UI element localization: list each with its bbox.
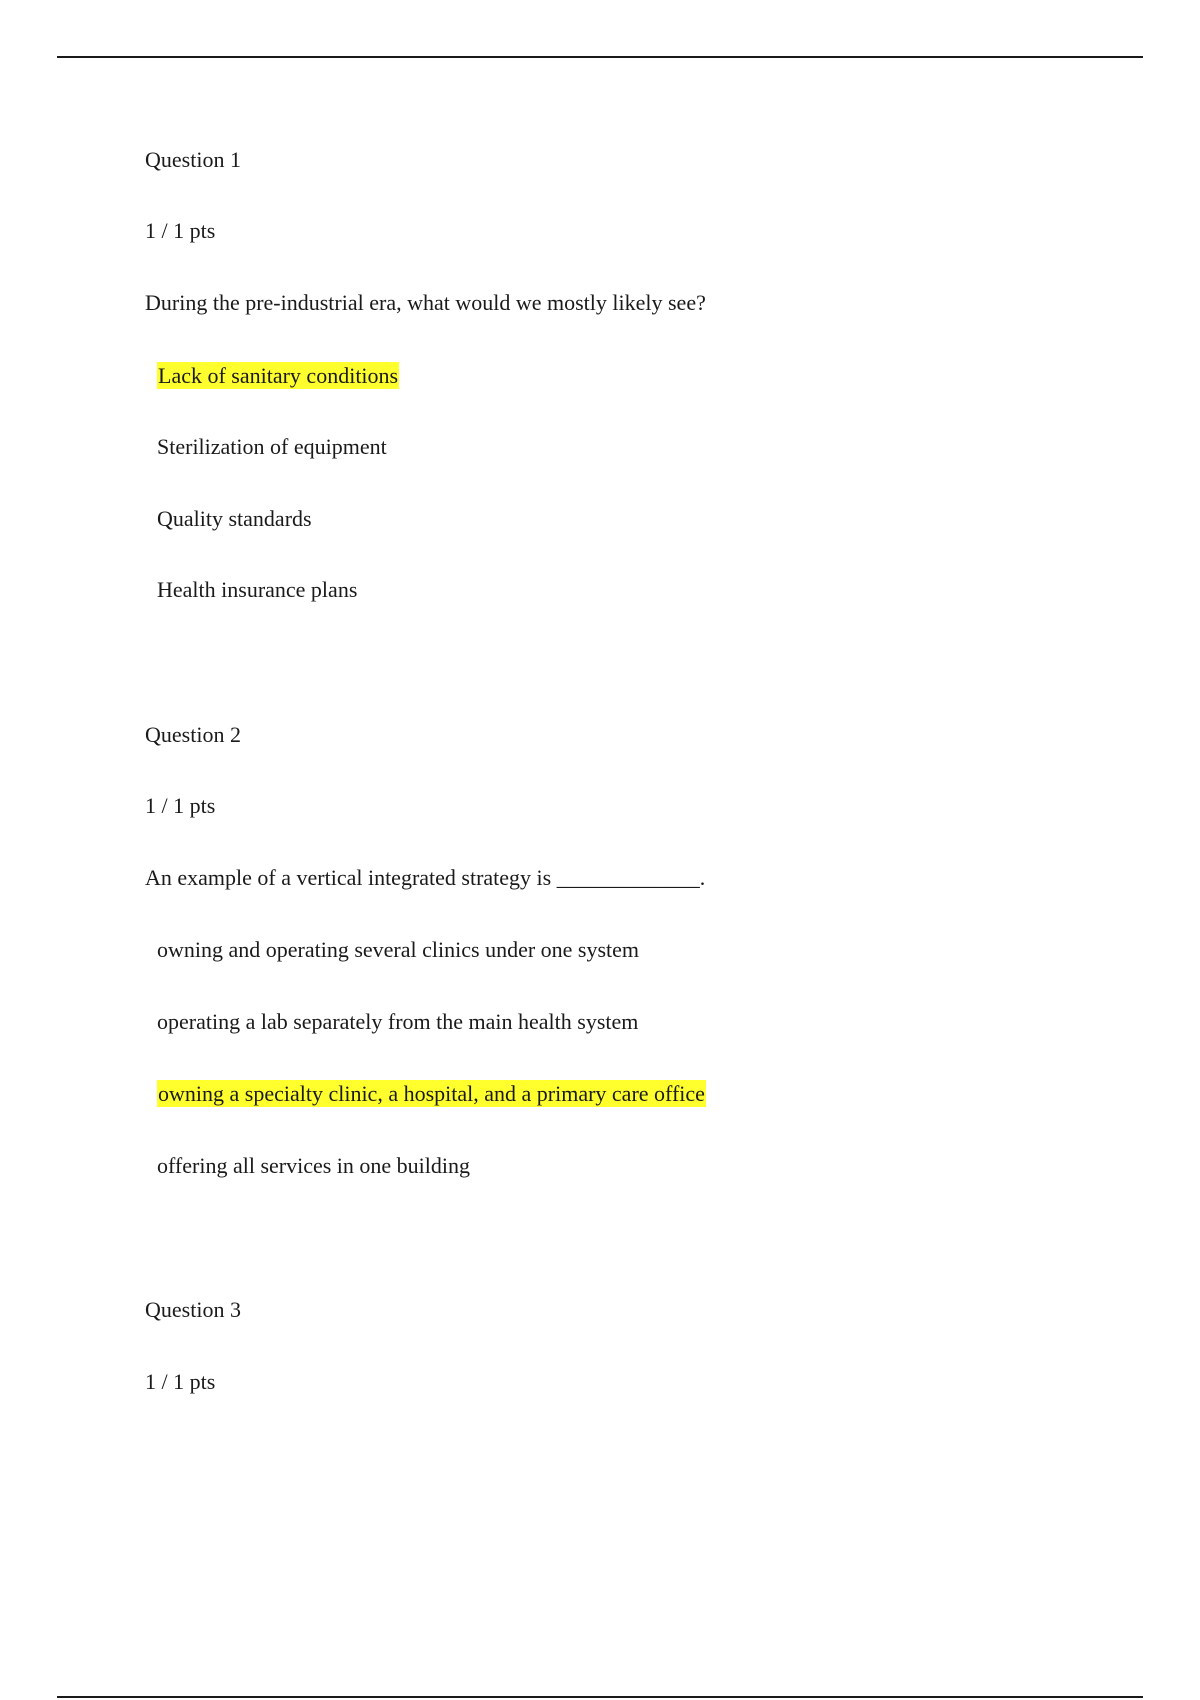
answer-highlight: owning a specialty clinic, a hospital, and a primary care office xyxy=(158,1081,705,1106)
question-2-option-1[interactable]: owning and operating several clinics under one system xyxy=(157,937,640,962)
question-2-option-2[interactable]: operating a lab separately from the main health system xyxy=(157,1009,639,1034)
question-1-points: 1 / 1 pts xyxy=(145,218,216,243)
question-2-option-3[interactable] xyxy=(157,1080,706,1108)
question-2-points: 1 / 1 pts xyxy=(145,793,216,818)
question-1-option-1[interactable] xyxy=(157,362,399,390)
question-2-option-4[interactable]: offering all services in one building xyxy=(157,1153,471,1178)
question-1-prompt: During the pre-industrial era, what would we mostly likely see? xyxy=(145,290,706,315)
page-bottom-rule xyxy=(57,1696,1143,1698)
question-1-option-3[interactable]: Quality standards xyxy=(157,506,312,531)
answer-highlight: Lack of sanitary conditions xyxy=(158,363,399,388)
question-1-title: Question 1 xyxy=(145,147,241,172)
question-1-option-4[interactable]: Health insurance plans xyxy=(157,577,358,602)
page-top-rule xyxy=(57,56,1143,58)
question-2-prompt: An example of a vertical integrated strategy is _____________. xyxy=(145,865,706,890)
question-3-title: Question 3 xyxy=(145,1297,241,1322)
question-3-points: 1 / 1 pts xyxy=(145,1369,216,1394)
question-1-option-2[interactable]: Sterilization of equipment xyxy=(157,434,387,459)
question-2-title: Question 2 xyxy=(145,722,241,747)
